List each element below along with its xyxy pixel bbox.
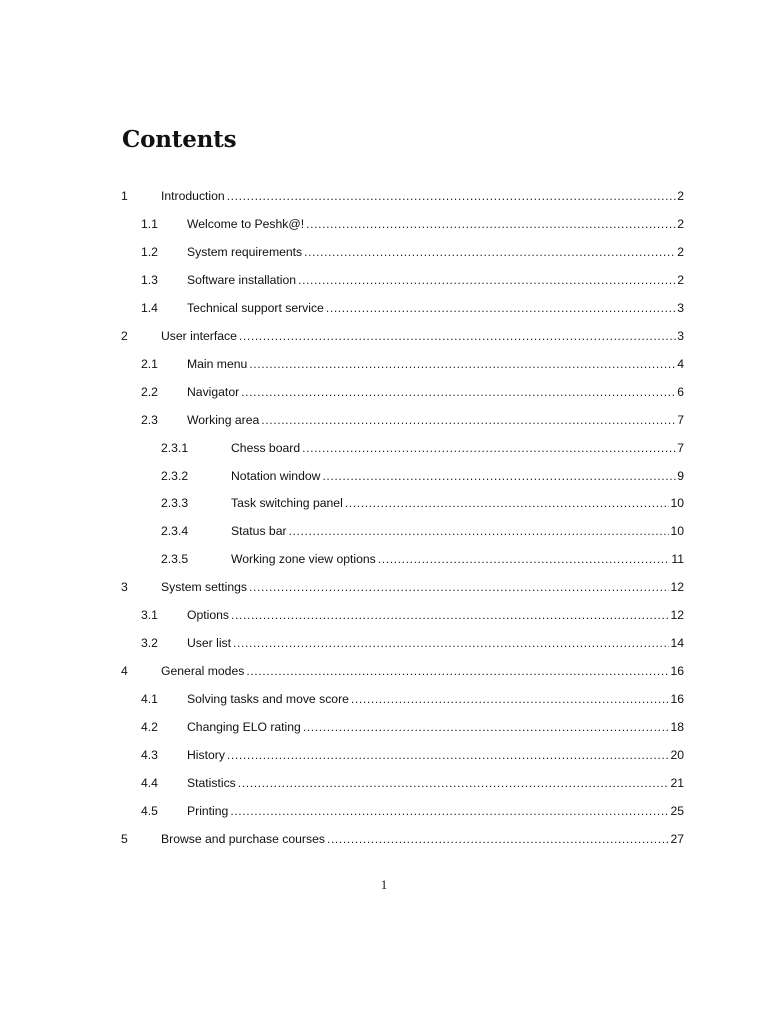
toc-entry-link[interactable] (161, 661, 684, 681)
dot-leader (378, 549, 671, 569)
toc-entry-link[interactable] (161, 186, 684, 206)
toc-entry-page: 27 (670, 831, 684, 846)
toc-entry-number: 3 (121, 580, 128, 595)
dot-leader (351, 689, 670, 709)
toc-entry-number: 4 (121, 664, 128, 679)
toc-entry-title: History (187, 748, 225, 762)
toc-entry-title: Welcome to Peshk@! (187, 216, 305, 231)
dot-leader (306, 214, 676, 234)
dot-leader (298, 270, 676, 290)
toc-entry-page: 2 (677, 244, 684, 259)
toc-entry-page: 20 (670, 748, 684, 762)
toc-entry-title: Main menu (187, 356, 248, 371)
toc-entry-number: 2.3.1 (161, 440, 189, 455)
toc-entry[interactable] (0, 689, 768, 709)
toc-entry-number: 1.2 (141, 244, 158, 259)
toc-entry-link[interactable] (187, 382, 684, 402)
toc-entry-title: General modes (161, 664, 245, 679)
toc-entry[interactable] (0, 801, 768, 821)
toc-entry-page: 2 (677, 189, 684, 203)
dot-leader (239, 326, 676, 346)
dot-leader (227, 745, 670, 765)
toc-entry[interactable] (0, 326, 768, 346)
toc-entry-page: 2 (677, 272, 684, 287)
toc-entry-number: 2.1 (141, 356, 158, 371)
dot-leader (261, 410, 676, 430)
toc-entry-number: 1 (121, 189, 128, 203)
toc-entry[interactable] (0, 717, 768, 737)
toc-entry[interactable] (0, 829, 768, 849)
toc-entry-title: Software installation (187, 272, 297, 287)
toc-entry[interactable] (0, 493, 768, 513)
dot-leader (303, 717, 670, 737)
toc-entry-page: 3 (677, 300, 684, 315)
toc-entry-link[interactable] (161, 326, 684, 346)
toc-entry-number: 2.3.2 (161, 468, 189, 483)
toc-entry[interactable] (0, 214, 768, 234)
toc-entry-page: 3 (677, 328, 684, 343)
toc-entry-title: Statistics (187, 775, 236, 790)
dot-leader (249, 354, 676, 374)
toc-entry-page: 12 (670, 580, 684, 595)
toc-entry-page: 10 (670, 496, 684, 511)
toc-entry-number: 2.3.4 (161, 524, 189, 539)
dot-leader (289, 521, 670, 541)
toc-entry-link[interactable] (187, 242, 684, 262)
toc-entry-link[interactable] (187, 773, 684, 793)
toc-entry-link[interactable] (161, 829, 684, 849)
toc-entry-page: 14 (670, 636, 684, 651)
toc-entry-number: 2.3 (141, 412, 158, 427)
dot-leader (249, 577, 669, 597)
toc-entry-number: 1.4 (141, 300, 158, 315)
toc-entry-number: 4.4 (141, 775, 158, 790)
toc-entry[interactable] (0, 438, 768, 458)
dot-leader (241, 382, 676, 402)
toc-entry-link[interactable] (231, 438, 684, 458)
toc-entry-link[interactable] (187, 354, 684, 374)
toc-entry[interactable] (0, 773, 768, 793)
toc-entry-page: 21 (670, 775, 684, 790)
toc-entry[interactable] (0, 549, 768, 569)
toc-entry-link[interactable] (187, 410, 684, 430)
toc-entry-number: 3.2 (141, 636, 158, 651)
dot-leader (230, 801, 669, 821)
toc-entry-number: 2 (121, 328, 128, 343)
dot-leader (326, 298, 676, 318)
toc-entry[interactable] (0, 745, 768, 765)
toc-entry-number: 1.1 (141, 216, 158, 231)
toc-entry-page: 10 (670, 524, 684, 539)
page-title: Contents (122, 126, 237, 153)
toc-entry-title: Browse and purchase courses (161, 831, 325, 846)
toc-entry[interactable] (0, 410, 768, 430)
toc-entry-link[interactable] (161, 577, 684, 597)
toc-entry[interactable] (0, 661, 768, 681)
toc-entry-number: 4.1 (141, 692, 158, 707)
toc-entry-number: 4.3 (141, 748, 158, 762)
toc-entry-title: System settings (161, 580, 248, 595)
toc-entry-page: 2 (677, 216, 684, 231)
toc-entry[interactable] (0, 270, 768, 290)
toc-entry-title: Working area (187, 412, 260, 427)
toc-entry-title: Status bar (231, 524, 287, 539)
toc-entry[interactable] (0, 466, 768, 486)
toc-entry-title: Chess board (231, 440, 301, 455)
toc-entry-page: 16 (670, 664, 684, 679)
toc-entry[interactable] (0, 521, 768, 541)
dot-leader (233, 633, 669, 653)
toc-entry[interactable] (0, 354, 768, 374)
toc-entry-link[interactable] (187, 214, 684, 234)
toc-entry-number: 4.2 (141, 720, 158, 735)
toc-entry-link[interactable] (231, 521, 684, 541)
toc-entry-number: 3.1 (141, 608, 158, 623)
dot-leader (304, 242, 676, 262)
toc-entry[interactable] (0, 298, 768, 318)
toc-entry-number: 1.3 (141, 272, 158, 287)
toc-entry-title: User interface (161, 328, 237, 343)
toc-entry-page: 7 (677, 412, 684, 427)
toc-entry-link[interactable] (231, 466, 684, 486)
toc-entry-link[interactable] (187, 801, 684, 821)
dot-leader (302, 438, 676, 458)
toc-entry-title: System requirements (187, 244, 303, 259)
toc-entry-title: User list (187, 636, 232, 651)
dot-leader (246, 661, 669, 681)
toc-entry-link[interactable] (231, 549, 684, 569)
toc-entry-link[interactable] (187, 633, 684, 653)
toc-entry[interactable] (0, 577, 768, 597)
toc-entry-title: Changing ELO rating (187, 720, 301, 735)
toc-entry-link[interactable] (187, 270, 684, 290)
toc-entry-number: 2.2 (141, 384, 158, 399)
toc-entry[interactable] (0, 633, 768, 653)
toc-entry-title: Solving tasks and move score (187, 692, 349, 707)
dot-leader (227, 186, 677, 206)
dot-leader (327, 829, 669, 849)
dot-leader (322, 466, 676, 486)
dot-leader (231, 605, 669, 625)
dot-leader (238, 773, 670, 793)
toc-entry-title: Notation window (231, 468, 321, 483)
toc-entry-link[interactable] (231, 493, 684, 513)
toc-entry-title: Navigator (187, 384, 240, 399)
toc-entry-title: Printing (187, 803, 229, 818)
toc-entry-number: 2.3.5 (161, 552, 189, 567)
toc-entry[interactable] (0, 605, 768, 625)
toc-entry[interactable] (0, 186, 768, 206)
toc-entry-link[interactable] (187, 717, 684, 737)
toc-entry-page: 6 (677, 384, 684, 399)
toc-entry-page: 25 (670, 803, 684, 818)
toc-entry-link[interactable] (187, 605, 684, 625)
dot-leader (345, 493, 670, 513)
toc-entry[interactable] (0, 242, 768, 262)
toc-entry-number: 5 (121, 831, 128, 846)
toc-entry-number: 4.5 (141, 803, 158, 818)
toc-entry-page: 4 (677, 356, 684, 371)
toc-entry-page: 16 (670, 692, 684, 707)
toc-entry-page: 11 (671, 552, 684, 567)
toc-entry-number: 2.3.3 (161, 496, 189, 511)
toc-entry-page: 9 (677, 468, 684, 483)
toc-entry-title: Introduction (161, 189, 225, 203)
toc-entry-page: 7 (677, 440, 684, 455)
toc-entry-title: Task switching panel (231, 496, 343, 511)
toc-entry[interactable] (0, 382, 768, 402)
toc-entry-link[interactable] (187, 298, 684, 318)
page-number: 1 (380, 878, 388, 892)
toc-entry-title: Technical support service (187, 300, 324, 315)
toc-entry-link[interactable] (187, 745, 684, 765)
toc-entry-link[interactable] (187, 689, 684, 709)
toc-entry-title: Options (187, 608, 230, 623)
toc-entry-page: 12 (670, 608, 684, 623)
toc-entry-page: 18 (670, 720, 684, 735)
toc-entry-title: Working zone view options (231, 552, 376, 567)
